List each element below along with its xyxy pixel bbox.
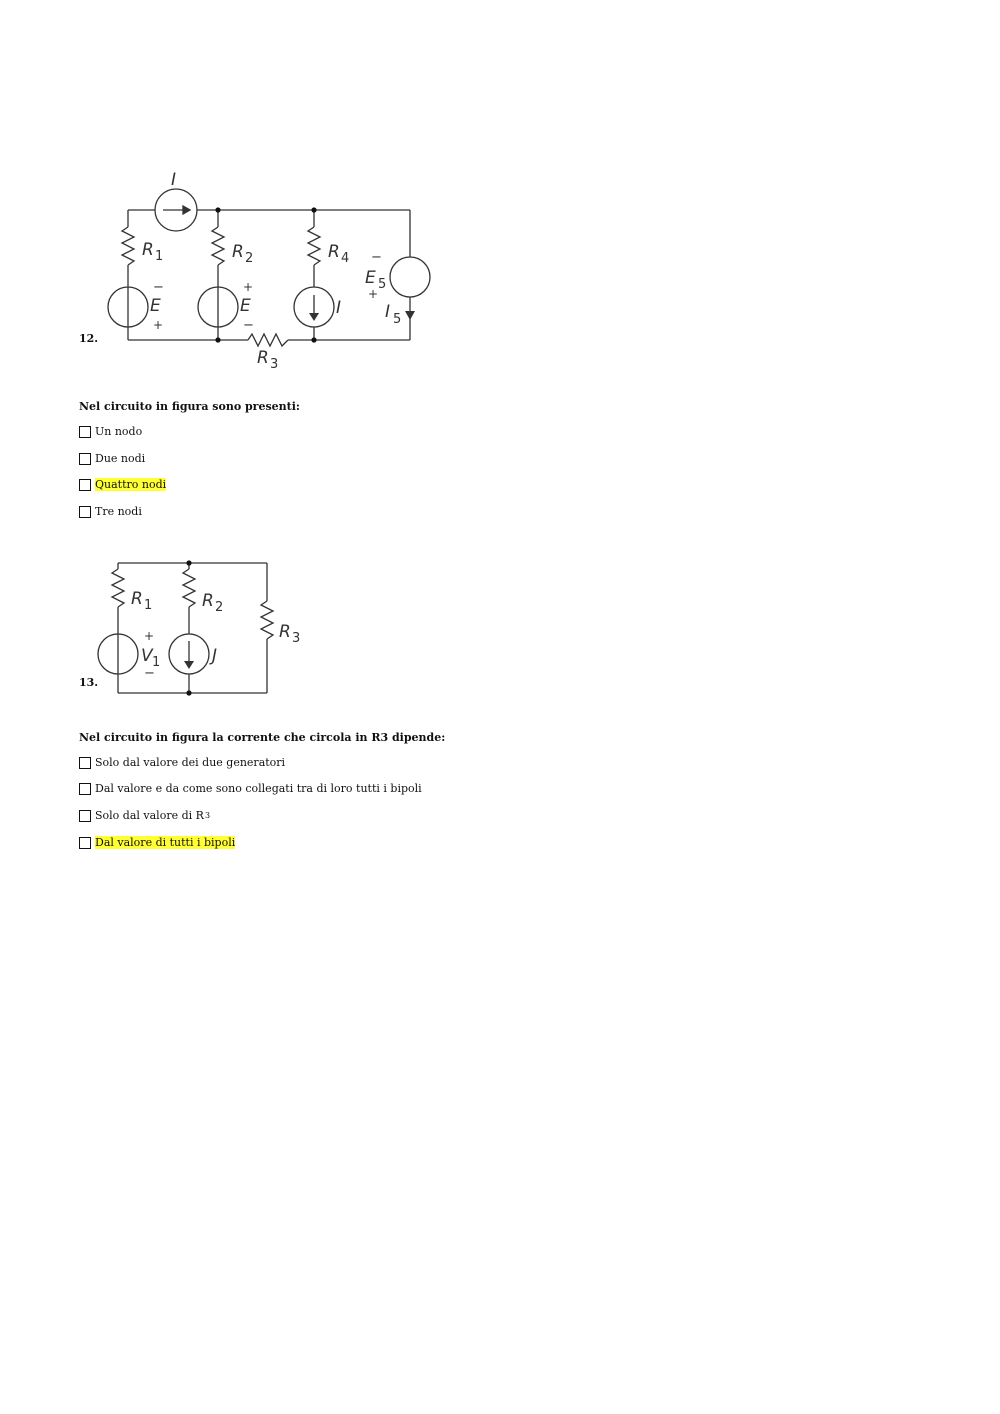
svg-text:−: − — [144, 666, 155, 681]
r2-label: R — [202, 591, 214, 611]
option-label: Solo dal valore di R — [95, 809, 204, 822]
i5-label: I — [385, 302, 391, 322]
svg-text:3: 3 — [292, 631, 301, 646]
svg-text:+: + — [243, 280, 254, 294]
circuit-diagram-12 — [100, 165, 445, 380]
svg-text:+: + — [368, 287, 379, 301]
svg-text:+: + — [144, 629, 155, 643]
current-source-j-label: J — [212, 646, 218, 666]
answer-option[interactable] — [79, 836, 235, 849]
question-stem: Nel circuito in figura la corrente che circola in R3 dipende: — [79, 731, 446, 744]
e5-label: E — [365, 268, 376, 288]
answer-option[interactable] — [79, 782, 422, 795]
svg-text:2: 2 — [245, 251, 254, 266]
checkbox[interactable] — [79, 479, 91, 491]
option-label-highlighted: Quattro nodi — [95, 478, 167, 491]
svg-text:3: 3 — [270, 357, 279, 372]
current-source-mid-label: I — [336, 298, 342, 318]
svg-text:−: − — [153, 280, 164, 295]
option-label: Due nodi — [95, 452, 146, 465]
answer-option[interactable] — [79, 425, 142, 438]
circuit-diagram-13 — [90, 555, 320, 700]
r4-label: R — [328, 242, 340, 262]
r1-label: R — [131, 589, 143, 609]
current-source-label: I — [171, 170, 177, 190]
option-label: Dal valore e da come sono collegati tra di loro tutti i bipoli — [95, 782, 422, 795]
svg-text:1: 1 — [152, 655, 161, 670]
option-label: Un nodo — [95, 425, 143, 438]
voltage-source-e-mid-label: E — [240, 296, 251, 316]
answer-option[interactable] — [79, 478, 166, 491]
svg-text:1: 1 — [155, 249, 164, 264]
v1-label: V — [141, 646, 153, 666]
option-label: Solo dal valore dei due generatori — [95, 756, 286, 769]
svg-text:5: 5 — [378, 277, 387, 292]
svg-text:2: 2 — [215, 600, 224, 615]
svg-text:1: 1 — [144, 598, 153, 613]
svg-text:4: 4 — [341, 251, 350, 266]
svg-text:5: 5 — [393, 312, 402, 327]
answer-option[interactable] — [79, 756, 285, 769]
r3-label: R — [257, 348, 269, 368]
voltage-source-e-left-label: E — [150, 296, 161, 316]
svg-text:−: − — [371, 250, 382, 265]
checkbox[interactable] — [79, 810, 91, 822]
checkbox[interactable] — [79, 453, 91, 465]
checkbox[interactable] — [79, 783, 91, 795]
option-label: Tre nodi — [95, 505, 142, 518]
question-number: 12. — [79, 332, 99, 345]
checkbox[interactable] — [79, 837, 91, 849]
answer-option[interactable] — [79, 809, 210, 822]
option-label-highlighted: Dal valore di tutti i bipoli — [95, 836, 236, 849]
checkbox[interactable] — [79, 506, 91, 518]
r3-label: R — [279, 622, 291, 642]
r1-label: R — [142, 240, 154, 260]
checkbox[interactable] — [79, 426, 91, 438]
answer-option[interactable] — [79, 452, 145, 465]
answer-option[interactable] — [79, 505, 142, 518]
checkbox[interactable] — [79, 757, 91, 769]
r2-label: R — [232, 242, 244, 262]
svg-text:+: + — [153, 318, 164, 332]
question-stem: Nel circuito in figura sono presenti: — [79, 400, 300, 413]
question-number: 13. — [79, 676, 99, 689]
svg-text:−: − — [243, 318, 254, 333]
option-label-subscript: 3 — [204, 811, 211, 820]
